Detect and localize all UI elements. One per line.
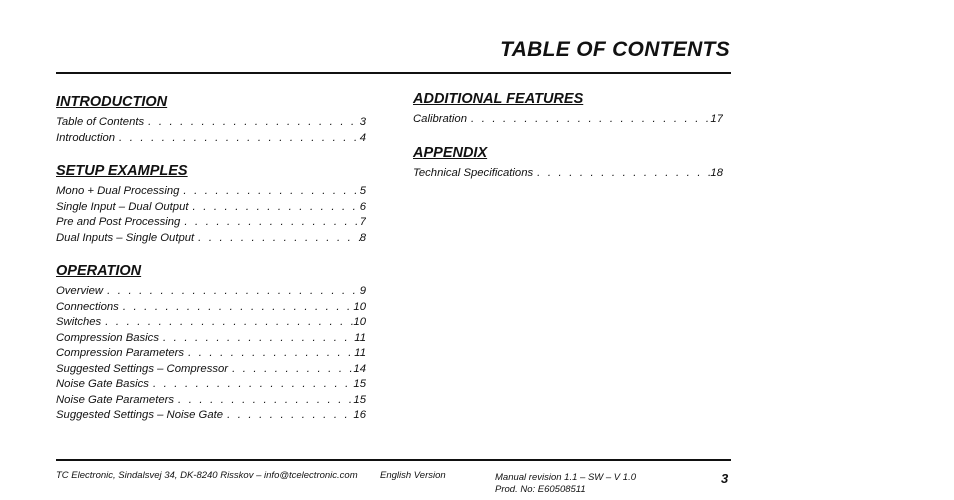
toc-entry-title: Technical Specifications	[413, 166, 534, 179]
section-heading[interactable]: APPENDIX	[413, 144, 488, 161]
toc-entry[interactable]	[56, 300, 366, 316]
toc-leader-dots	[184, 215, 359, 231]
toc-entry[interactable]	[56, 315, 366, 331]
toc-section	[56, 162, 366, 246]
toc-entry-page: 18	[710, 166, 723, 179]
toc-entry[interactable]	[413, 166, 723, 182]
toc-entry-page: 4	[359, 131, 366, 144]
toc-entry-title: Compression Parameters	[56, 347, 185, 359]
toc-entry-page: 5	[359, 185, 366, 197]
toc-entry-page: 6	[359, 200, 366, 213]
toc-leader-dots	[123, 300, 354, 316]
footer-revision: Manual revision 1.1 – SW – V 1.0	[495, 472, 636, 483]
toc-entry-page: 11	[354, 331, 366, 344]
footer-language: English Version	[380, 470, 446, 481]
section-heading[interactable]: OPERATION	[56, 263, 142, 279]
toc-entry[interactable]	[56, 346, 366, 362]
toc-left-column	[56, 93, 366, 440]
toc-entry[interactable]	[56, 200, 366, 216]
toc-entry[interactable]	[56, 393, 366, 409]
toc-entry-page: 8	[359, 231, 366, 244]
toc-entry-page: 14	[353, 362, 366, 375]
toc-leader-dots	[153, 377, 353, 393]
toc-leader-dots	[471, 112, 710, 128]
toc-entry[interactable]	[56, 231, 366, 247]
toc-entry-page: 7	[359, 216, 366, 228]
toc-entry-page: 15	[353, 378, 366, 390]
page-title: TABLE OF CONTENTS	[500, 38, 730, 61]
toc-entry-page: 15	[353, 393, 366, 406]
toc-entry-page: 3	[359, 116, 366, 128]
toc-leader-dots	[105, 315, 353, 331]
toc-leader-dots	[107, 284, 360, 300]
toc-leader-dots	[198, 231, 360, 247]
toc-leader-dots	[188, 346, 354, 362]
toc-entry-title: Single Input – Dual Output	[56, 200, 189, 213]
toc-entry[interactable]	[56, 331, 366, 347]
toc-entry-page: 16	[353, 409, 366, 421]
toc-entry-title: Compression Basics	[56, 331, 159, 344]
toc-entry-title: Calibration	[413, 113, 468, 125]
footer-product-number: Prod. No: E60508511	[495, 484, 586, 495]
toc-entry-title: Connections	[56, 300, 119, 313]
toc-section	[56, 93, 366, 146]
toc-entry-title: Pre and Post Processing	[56, 216, 181, 228]
page-number: 3	[721, 471, 729, 486]
toc-entry[interactable]	[56, 377, 366, 393]
toc-entry[interactable]	[56, 115, 366, 131]
toc-entry[interactable]	[56, 284, 366, 300]
toc-section	[413, 90, 723, 128]
bottom-divider	[56, 459, 731, 461]
toc-leader-dots	[148, 115, 360, 131]
toc-entry-title: Introduction	[56, 131, 116, 144]
toc-entry-title: Dual Inputs – Single Output	[56, 231, 195, 244]
section-heading[interactable]: INTRODUCTION	[56, 94, 168, 110]
toc-entry[interactable]	[56, 408, 366, 424]
section-heading[interactable]: SETUP EXAMPLES	[56, 163, 188, 179]
toc-section	[56, 262, 366, 424]
toc-entry-page: 9	[359, 285, 366, 297]
toc-entry-title: Noise Gate Parameters	[56, 393, 175, 406]
section-heading[interactable]: ADDITIONAL FEATURES	[413, 91, 584, 107]
toc-entry-title: Overview	[56, 285, 104, 297]
toc-entry-title: Suggested Settings – Compressor	[56, 362, 229, 375]
footer-address: TC Electronic, Sindalsvej 34, DK-8240 Risskov – info@tcelectronic.com	[56, 470, 358, 481]
toc-leader-dots	[119, 131, 360, 147]
toc-leader-dots	[232, 362, 353, 378]
toc-entry-title: Suggested Settings – Noise Gate	[56, 409, 224, 421]
toc-entry[interactable]	[413, 112, 723, 128]
toc-section	[413, 144, 723, 182]
toc-entry-page: 10	[353, 316, 366, 328]
toc-entry[interactable]	[56, 362, 366, 378]
toc-entry[interactable]	[56, 131, 366, 147]
toc-leader-dots	[537, 166, 710, 182]
toc-entry-page: 10	[353, 300, 366, 313]
toc-leader-dots	[163, 331, 354, 347]
top-divider	[56, 72, 731, 74]
toc-leader-dots	[183, 184, 359, 200]
toc-entry-title: Mono + Dual Processing	[56, 185, 180, 197]
toc-entry[interactable]	[56, 215, 366, 231]
toc-leader-dots	[178, 393, 353, 409]
toc-entry[interactable]	[56, 184, 366, 200]
toc-entry-title: Switches	[56, 316, 102, 328]
toc-entry-page: 11	[354, 347, 366, 359]
toc-right-column	[413, 90, 723, 197]
toc-leader-dots	[227, 408, 353, 424]
toc-entry-title: Table of Contents	[56, 116, 145, 128]
toc-entry-page: 17	[710, 113, 723, 125]
toc-leader-dots	[193, 200, 360, 216]
toc-entry-title: Noise Gate Basics	[56, 378, 149, 390]
